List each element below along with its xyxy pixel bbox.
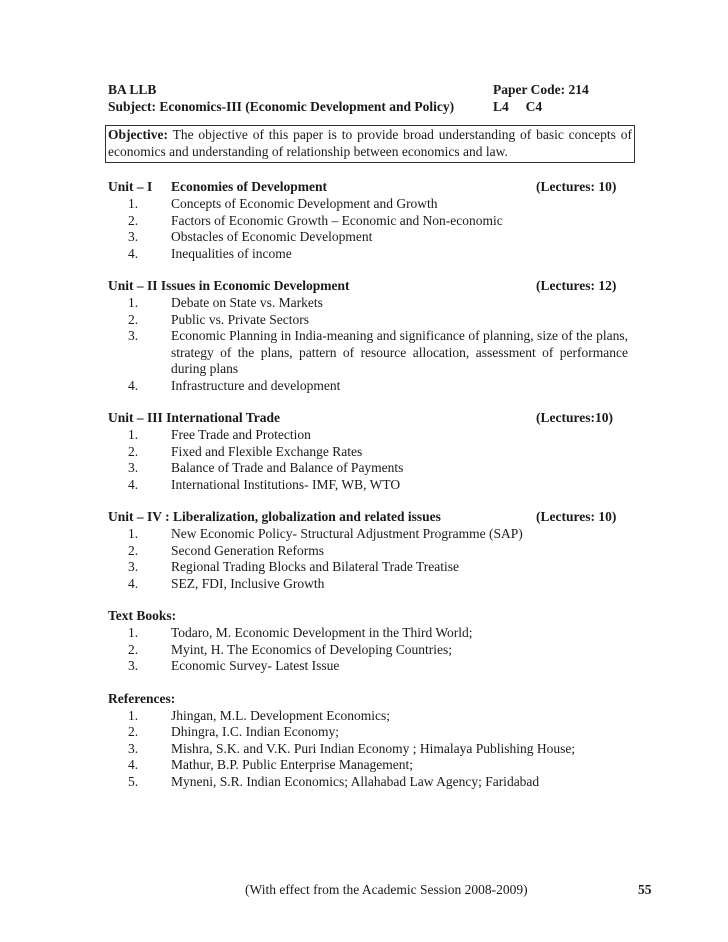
list-item [108, 460, 628, 477]
list-item [108, 427, 628, 444]
list-item [108, 213, 628, 230]
list-item [108, 774, 628, 791]
item-number: 2. [128, 443, 139, 459]
item-text: Concepts of Economic Development and Growth [171, 196, 438, 211]
unit-lectures: (Lectures: 10) [536, 179, 617, 194]
list-item [108, 295, 628, 312]
unit-lectures: (Lectures:10) [536, 410, 613, 425]
objective-label: Objective: [108, 127, 168, 142]
list-item [108, 196, 628, 213]
unit-heading [108, 278, 628, 295]
list-item [108, 741, 628, 758]
item-text: Myint, H. The Economics of Developing Countries; [171, 641, 452, 657]
item-text: SEZ, FDI, Inclusive Growth [171, 575, 325, 591]
list-item [108, 625, 628, 642]
syllabus-page [108, 82, 632, 790]
item-number: 1. [128, 427, 139, 442]
text-books-section [108, 608, 628, 675]
list-item [108, 477, 628, 494]
item-text: Debate on State vs. Markets [171, 295, 323, 310]
item-number: 1. [128, 625, 139, 640]
item-text: Todaro, M. Economic Development in the Third World; [171, 625, 473, 640]
footer-note: (With effect from the Academic Session 2008-2009) [245, 882, 528, 897]
unit-label: Unit – IV : Liberalization, globalization and related issues [108, 509, 441, 524]
list-item [108, 757, 628, 774]
item-text: International Institutions- IMF, WB, WTO [171, 476, 401, 492]
list-item [108, 328, 628, 378]
item-text: Mishra, S.K. and V.K. Puri Indian Economy ; Himalaya Publishing House; [171, 740, 576, 756]
item-text: Inequalities of income [171, 245, 292, 261]
list-item [108, 229, 628, 246]
item-number: 4. [128, 476, 139, 492]
item-text: Mathur, B.P. Public Enterprise Management; [171, 757, 414, 772]
item-number: 2. [128, 641, 139, 657]
item-number: 3. [128, 328, 139, 343]
objective-box [105, 125, 635, 163]
unit-3 [108, 410, 628, 493]
unit-2 [108, 278, 628, 394]
list-item [108, 708, 628, 725]
item-number: 2. [128, 724, 139, 739]
section-title: Text Books: [108, 608, 177, 623]
list-item [108, 378, 628, 395]
item-text: Dhingra, I.C. Indian Economy; [171, 724, 339, 739]
item-text: Second Generation Reforms [171, 542, 324, 558]
item-text: Public vs. Private Sectors [171, 311, 309, 327]
unit-label: Unit – III International Trade [108, 410, 281, 425]
item-number: 5. [128, 773, 139, 789]
list-item [108, 526, 628, 543]
unit-heading [108, 179, 628, 196]
item-number: 3. [128, 559, 139, 574]
item-text: Regional Trading Blocks and Bilateral Trade Treatise [171, 559, 459, 574]
unit-4 [108, 509, 628, 592]
item-text: Jhingan, M.L. Development Economics; [171, 707, 390, 723]
item-text: Obstacles of Economic Development [171, 229, 373, 244]
item-number: 3. [128, 460, 139, 475]
item-text: New Economic Policy- Structural Adjustment Programme (SAP) [171, 526, 523, 541]
item-text: Balance of Trade and Balance of Payments [171, 460, 404, 475]
item-number: 4. [128, 757, 139, 772]
item-text: Economic Survey- Latest Issue [171, 658, 340, 673]
objective-text: The objective of this paper is to provide broad understanding of basic concepts of economics and understanding of relationship between economics and law. [108, 127, 632, 159]
list-item [108, 543, 628, 560]
list-item [108, 559, 628, 576]
subject-title: Subject: Economics-III (Economic Development and Policy) [108, 99, 455, 114]
list-item [108, 642, 628, 659]
program-name: BA LLB [108, 82, 157, 97]
item-number: 1. [128, 526, 139, 541]
item-text: Myneni, S.R. Indian Economics; Allahabad Law Agency; Faridabad [171, 773, 540, 789]
item-number: 4. [128, 377, 139, 393]
item-number: 1. [128, 196, 139, 211]
list-item [108, 444, 628, 461]
item-number: 1. [128, 295, 139, 310]
list-item [108, 246, 628, 263]
item-number: 3. [128, 229, 139, 244]
unit-lectures: (Lectures: 10) [536, 509, 617, 524]
item-number: 2. [128, 542, 139, 558]
item-text: Factors of Economic Growth – Economic and Non-economic [171, 212, 503, 228]
unit-lectures: (Lectures: 12) [536, 278, 617, 293]
item-number: 4. [128, 245, 139, 261]
item-number: 2. [128, 311, 139, 327]
item-number: 2. [128, 212, 139, 228]
item-number: 4. [128, 575, 139, 591]
unit-label: Unit – II Issues in Economic Development [108, 278, 350, 293]
list-item [108, 312, 628, 329]
unit-title: Economies of Development [171, 179, 327, 194]
unit-heading [108, 410, 628, 427]
header-row-1 [108, 82, 628, 99]
item-text: Free Trade and Protection [171, 427, 311, 442]
item-number: 1. [128, 707, 139, 723]
credits: L4 C4 [493, 99, 543, 114]
item-text: Infrastructure and development [171, 377, 341, 393]
item-number: 3. [128, 658, 139, 673]
unit-1 [108, 179, 628, 262]
list-item [108, 576, 628, 593]
item-text: Economic Planning in India-meaning and significance of planning, size of the plans, strategy of the plans, pattern of resource allocation, assessment of performance during plans [171, 328, 628, 376]
paper-code: Paper Code: 214 [493, 82, 589, 97]
references-section [108, 691, 628, 791]
unit-label: Unit – I [108, 179, 153, 194]
page-number: 55 [638, 882, 652, 897]
list-item [108, 658, 628, 675]
item-number: 3. [128, 740, 139, 756]
header-row-2 [108, 99, 628, 116]
list-item [108, 724, 628, 741]
section-title: References: [108, 690, 176, 706]
unit-heading [108, 509, 628, 526]
item-text: Fixed and Flexible Exchange Rates [171, 443, 363, 459]
